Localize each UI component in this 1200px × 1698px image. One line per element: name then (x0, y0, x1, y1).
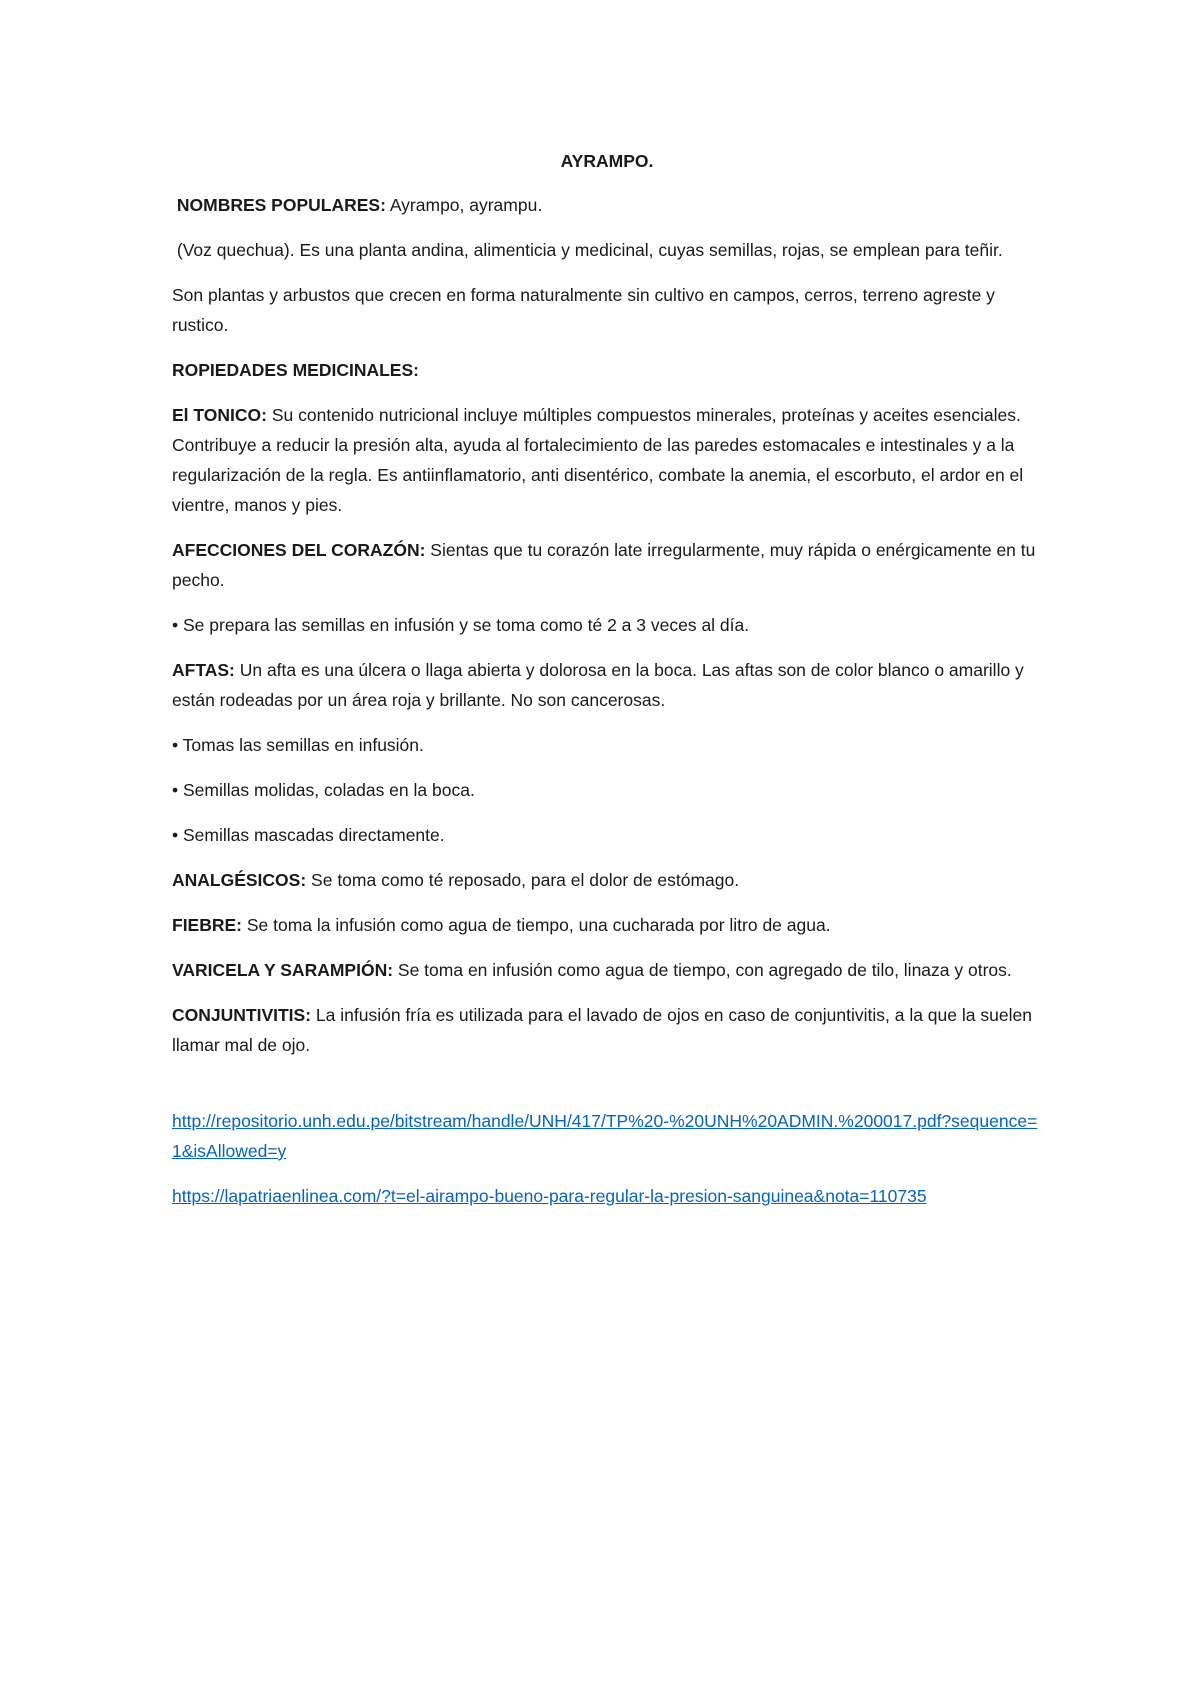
reference-item (172, 1181, 1042, 1211)
fiebre-text: Se toma la infusión como agua de tiempo, una cucharada por litro de agua. (242, 915, 831, 935)
aftas-label: AFTAS: (172, 660, 235, 680)
fiebre-label: FIEBRE: (172, 915, 242, 935)
habitat-paragraph: Son plantas y arbustos que crecen en forma naturalmente sin cultivo en campos, cerros, terreno agreste y rustico. (172, 285, 995, 335)
conjuntivitis-text: La infusión fría es utilizada para el lavado de ojos en caso de conjuntivitis, a la que la suelen llamar mal de ojo. (172, 1005, 1032, 1055)
varicela-paragraph (172, 955, 1042, 985)
analgesicos-paragraph (172, 865, 1042, 895)
corazon-text: Sientas que tu corazón late irregularmente, muy rápida o enérgicamente en tu pecho. (172, 540, 1036, 590)
tonico-paragraph (172, 400, 1042, 520)
aftas-text: Un afta es una úlcera o llaga abierta y dolorosa en la boca. Las aftas son de color blanco o amarillo y están rodeadas por un área roja y brillante. No son cancerosas. (172, 660, 1024, 710)
propiedades-heading: ROPIEDADES MEDICINALES: (172, 360, 419, 380)
references (172, 1106, 1042, 1211)
analgesicos-label: ANALGÉSICOS: (172, 870, 307, 890)
fiebre-paragraph (172, 910, 1042, 940)
aftas-bullet-1: • Tomas las semillas en infusión. (172, 735, 424, 755)
analgesicos-text: Se toma como té reposado, para el dolor de estómago. (306, 870, 740, 890)
conjuntivitis-paragraph (172, 1000, 1042, 1060)
document-title: AYRAMPO. (560, 151, 654, 171)
document-body (172, 146, 1042, 1226)
aftas-bullet-2: • Semillas molidas, coladas en la boca. (172, 780, 475, 800)
varicela-label: VARICELA Y SARAMPIÓN: (172, 960, 394, 980)
nombres-paragraph (172, 190, 1042, 220)
intro-paragraph (172, 235, 1042, 265)
reference-link-lapatria[interactable]: https://lapatriaenlinea.com/?t=el-airampo-bueno-para-regular-la-presion-sanguinea&nota=110735 (172, 1186, 927, 1206)
conjuntivitis-label: CONJUNTIVITIS: (172, 1005, 312, 1025)
nombres-text: Ayrampo, ayrampu. (385, 195, 543, 215)
corazon-paragraph (172, 535, 1042, 595)
aftas-paragraph (172, 655, 1042, 715)
corazon-bullet: • Se prepara las semillas en infusión y se toma como té 2 a 3 veces al día. (172, 615, 750, 635)
reference-item (172, 1106, 1042, 1166)
aftas-bullet-3: • Semillas mascadas directamente. (172, 825, 445, 845)
reference-link-repositorio[interactable]: http://repositorio.unh.edu.pe/bitstream/handle/UNH/417/TP%20-%20UNH%20ADMIN.%200017.pdf?sequence=1&isAllowed=y (172, 1111, 1038, 1161)
tonico-text: Su contenido nutricional incluye múltiples compuestos minerales, proteínas y aceites esenciales. Contribuye a reducir la presión alta, ayuda al fortalecimiento de las paredes estomacales e intestinales y a la regularización de la regla. Es antiinflamatorio, anti disentérico, combate la anemia, el escorbuto, el ardor en el vientre, manos y pies. (172, 405, 1024, 515)
corazon-label: AFECCIONES DEL CORAZÓN: (172, 540, 426, 560)
nombres-label: NOMBRES POPULARES: (176, 195, 386, 215)
varicela-text: Se toma en infusión como agua de tiempo, con agregado de tilo, linaza y otros. (393, 960, 1012, 980)
intro-text: (Voz quechua). Es una planta andina, alimenticia y medicinal, cuyas semillas, rojas, se emplean para teñir. (176, 240, 1003, 260)
tonico-label: El TONICO: (172, 405, 267, 425)
